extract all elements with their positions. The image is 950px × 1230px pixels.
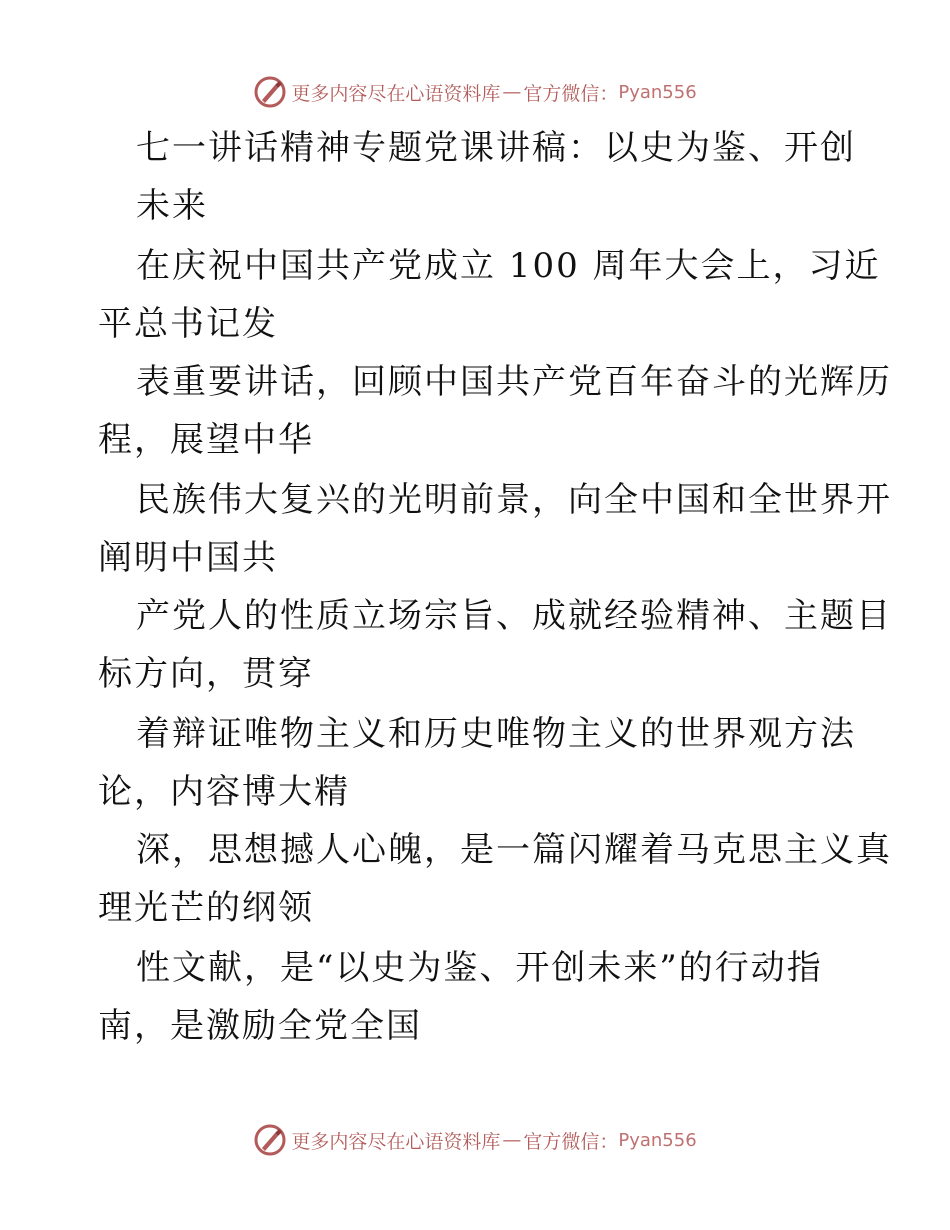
paragraph-line: 民族伟大复兴的光明前景，向全中国和全世界开 (136, 480, 892, 520)
paragraph-line: 标方向，贯穿 (98, 654, 314, 694)
watermark-id: Pyan556 (618, 1129, 697, 1151)
paragraph-line: 阐明中国共 (98, 538, 278, 578)
paragraph-line: 程，展望中华 (98, 420, 314, 460)
title-line-2: 未来 (136, 186, 208, 226)
watermark-text: 更多内容尽在心语资料库 (291, 1130, 501, 1153)
paragraph-line: 平总书记发 (98, 304, 278, 344)
header-watermark (0, 72, 950, 112)
pen-circle-logo-icon (253, 75, 287, 109)
watermark-dash: — (502, 1129, 522, 1151)
paragraph-line: 理光芒的纲领 (98, 888, 314, 928)
paragraph-line: 在庆祝中国共产党成立 100 周年大会上，习近 (136, 246, 881, 286)
watermark-text: 更多内容尽在心语资料库 (291, 82, 501, 105)
paragraph-line: 产党人的性质立场宗旨、成就经验精神、主题目 (136, 596, 892, 636)
paragraph-line: 性文献，是“以史为鉴、开创未来”的行动指 (136, 948, 823, 988)
pen-circle-logo-icon (253, 1123, 287, 1157)
paragraph-line: 论，内容博大精 (98, 772, 350, 812)
paragraph-line: 南，是激励全党全国 (98, 1006, 422, 1046)
watermark-suffix: 官方微信： (523, 1130, 619, 1153)
watermark-dash: — (502, 81, 522, 103)
watermark-id: Pyan556 (618, 81, 697, 103)
paragraph-line: 表重要讲话，回顾中国共产党百年奋斗的光辉历 (136, 362, 892, 402)
watermark-suffix: 官方微信： (523, 82, 619, 105)
paragraph-line: 深，思想撼人心魄，是一篇闪耀着马克思主义真 (136, 830, 892, 870)
footer-watermark (0, 1120, 950, 1160)
paragraph-line: 着辩证唯物主义和历史唯物主义的世界观方法 (136, 714, 856, 754)
title-line-1: 七一讲话精神专题党课讲稿：以史为鉴、开创 (136, 128, 856, 168)
